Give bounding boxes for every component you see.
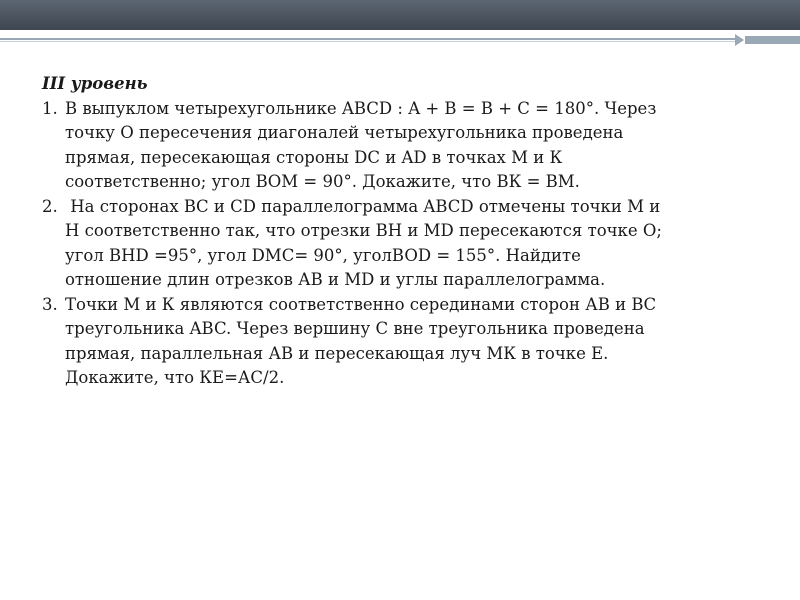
text-line: угол BHD =95°, угол DMC= 90°, уголBOD = 155°. Найдите xyxy=(65,245,581,265)
problem-1 xyxy=(42,97,777,195)
problem-2 xyxy=(42,195,777,293)
text-line: прямая, пересекающая стороны DC и AD в точках М и К xyxy=(65,147,563,167)
text-line: Точки М и К являются соответственно серединами сторон АВ и ВС xyxy=(65,294,657,314)
problem-text xyxy=(65,195,777,293)
slide-heading: III уровень xyxy=(42,74,148,93)
text-line: Н соответственно так, что отрезки ВН и MD пересекаются точке О; xyxy=(65,221,662,240)
text-line: соответственно; угол ВОМ = 90°. Докажите, что ВК = ВМ. xyxy=(65,172,580,191)
text-line: точку О пересечения диагоналей четырехугольника проведена xyxy=(65,123,624,142)
problem-text xyxy=(65,293,777,391)
slide-content xyxy=(42,72,777,391)
problem-text xyxy=(65,97,777,195)
decorative-bar xyxy=(745,36,800,44)
decorative-arrow xyxy=(735,34,744,46)
decorative-line-thin xyxy=(0,41,735,42)
problem-number: 3. xyxy=(42,294,58,314)
header-bar xyxy=(0,0,800,30)
text-line: Докажите, что КЕ=АС/2. xyxy=(65,368,285,387)
text-line: На сторонах ВС и CD параллелограмма ABCD отмечены точки М и xyxy=(65,196,661,216)
text-line: отношение длин отрезков АВ и MD и углы параллелограмма. xyxy=(65,270,606,289)
problem-3 xyxy=(42,293,777,391)
text-line: треугольника ABC. Через вершину С вне треугольника проведена xyxy=(65,319,645,338)
text-line: прямая, параллельная АВ и пересекающая луч МК в точке Е. xyxy=(65,343,609,363)
text-line: В выпуклом четырехугольнике ABCD : A + B = B + C = 180°. Через xyxy=(65,98,657,118)
decorative-line xyxy=(0,38,735,40)
problem-number: 2. xyxy=(42,196,58,216)
problem-number: 1. xyxy=(42,98,58,118)
